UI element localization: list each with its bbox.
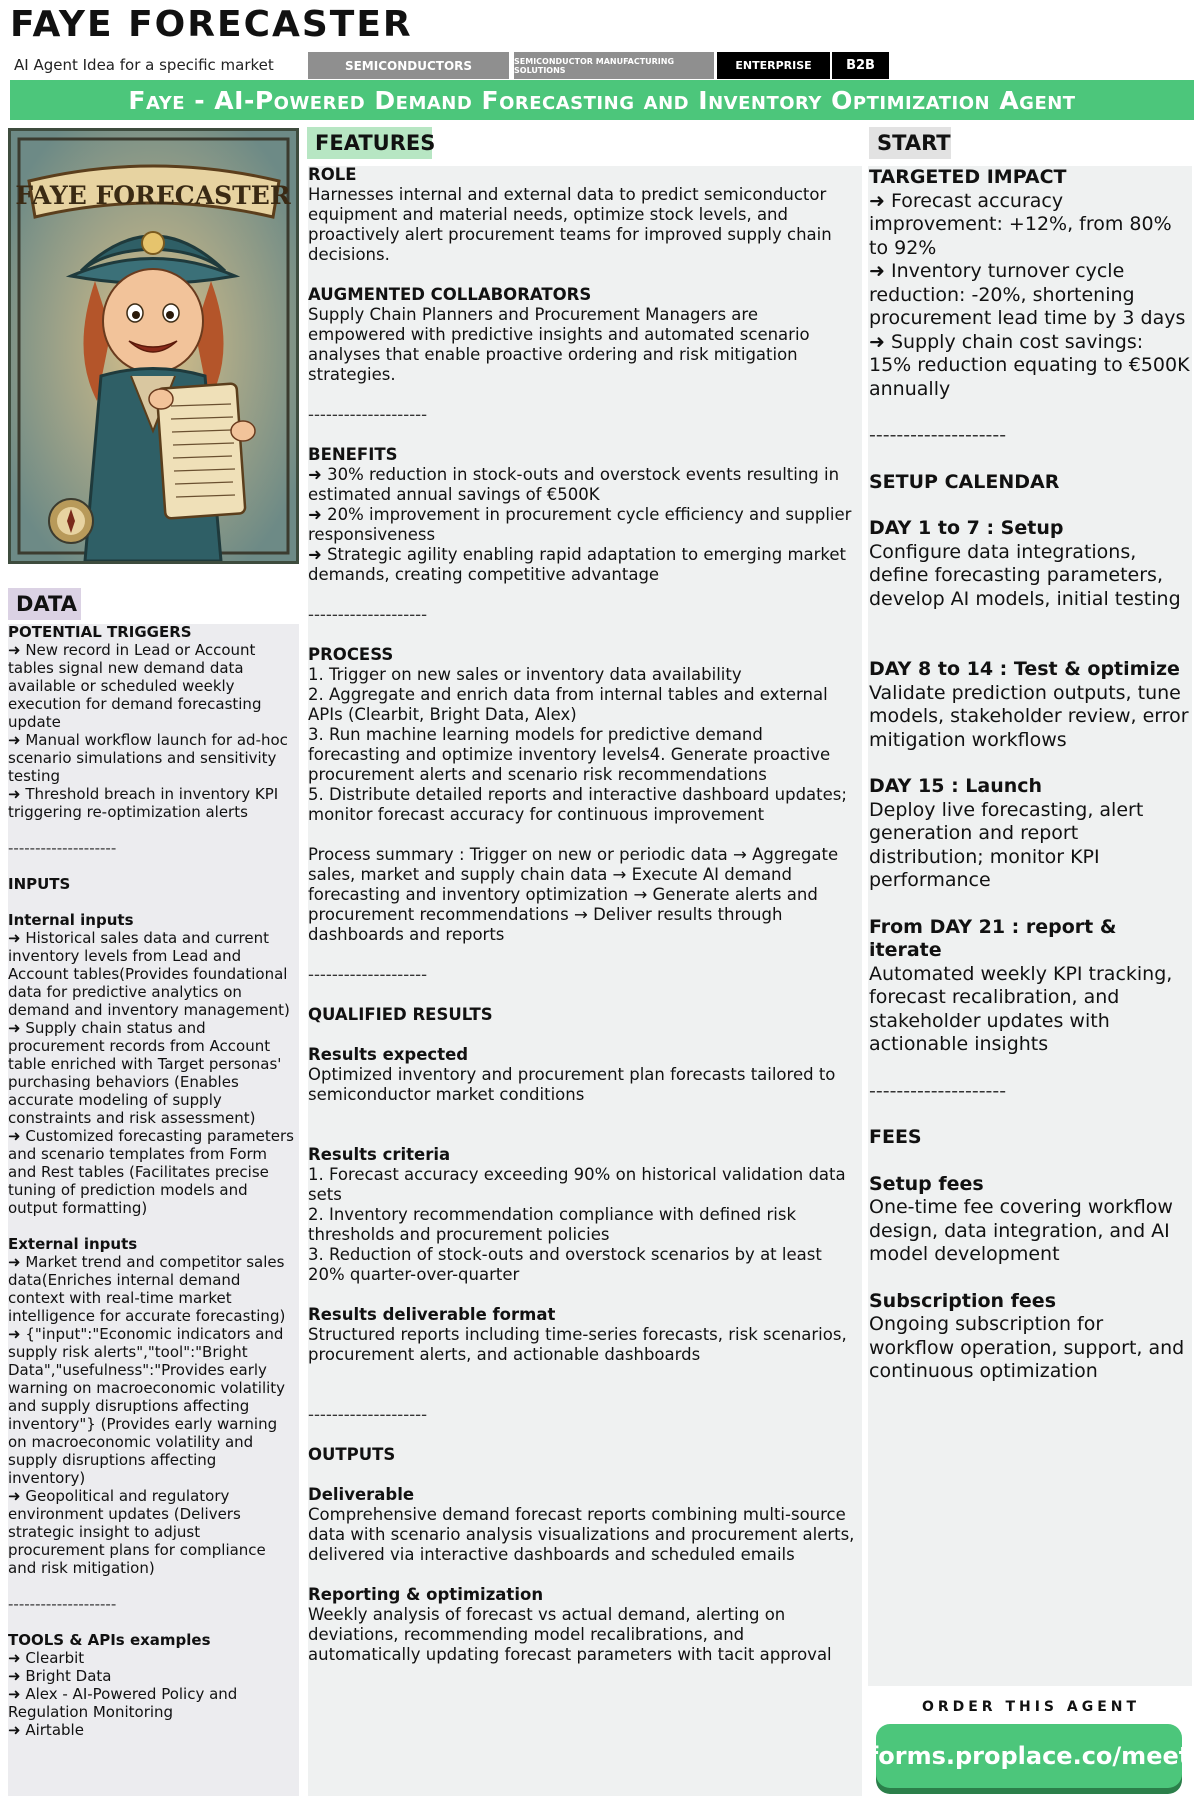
process-step: 3. Run machine learning models for predictive demand forecasting and optimize inventory levels4. Generate proactive procurement alerts and scenario risk recommendations: [308, 725, 831, 784]
subscription-fees-text: Ongoing subscription for workflow operation, support, and continuous optimization: [869, 1313, 1185, 1382]
reporting-heading: Reporting & optimization: [308, 1585, 544, 1604]
subscription-fees-heading: Subscription fees: [869, 1289, 1057, 1312]
external-input-item: ➜ {"input":"Economic indicators and supply risk alerts","tool":"Bright Data","usefulness":"Provides early warning on macroeconomic volatility and supply disruptions affecting inventory"} (Provides early warning on macroeconomic volatility and supply disruptions affecting inventory): [8, 1325, 286, 1487]
separator: --------------------: [8, 1595, 117, 1613]
tag-market: SEMICONDUCTORS: [308, 52, 509, 79]
trigger-item: ➜ New record in Lead or Account tables signal new demand data available or scheduled weekly execution for demand forecasting update: [8, 641, 262, 731]
benefit-item: ➜ Strategic agility enabling rapid adaptation to emerging market demands, creating competitive advantage: [308, 545, 846, 584]
process-summary: Process summary : Trigger on new or periodic data → Aggregate sales, market and supply chain data → Execute AI demand forecasting and inventory optimization → Generate alerts and procurement recommendations → Deliver results through dashboards and reports: [308, 845, 839, 944]
fees-heading: FEES: [869, 1126, 922, 1148]
day1-heading: DAY 1 to 7 : Setup: [869, 517, 1064, 539]
external-input-item: ➜ Geopolitical and regulatory environment updates (Delivers strategic insight to adjust procurement plans for compliance and risk mitigation): [8, 1487, 266, 1577]
tag-model: B2B: [832, 52, 889, 79]
outputs-heading: OUTPUTS: [308, 1445, 396, 1464]
benefit-item: ➜ 20% improvement in procurement cycle efficiency and supplier responsiveness: [308, 505, 852, 544]
agent-illustration: [8, 128, 299, 564]
setup-fees-text: One-time fee covering workflow design, data integration, and AI model development: [869, 1196, 1173, 1265]
results-expected-text: Optimized inventory and procurement plan forecasts tailored to semiconductor market conditions: [308, 1065, 836, 1104]
day8-heading: DAY 8 to 14 : Test & optimize: [869, 658, 1180, 680]
process-step: 5. Distribute detailed reports and interactive dashboard updates; monitor forecast accuracy for continuous improvement: [308, 785, 847, 824]
separator: --------------------: [308, 1405, 428, 1424]
criteria-item: 3. Reduction of stock-outs and overstock scenarios by at least 20% quarter-over-quarter: [308, 1245, 822, 1284]
tag-segment: SEMICONDUCTOR MANUFACTURING SOLUTIONS: [514, 52, 714, 79]
separator: --------------------: [869, 424, 1007, 446]
tool-item: ➜ Clearbit: [8, 1649, 85, 1667]
agent-banner: Faye - AI-Powered Demand Forecasting and Inventory Optimization Agent: [10, 80, 1194, 120]
inputs-heading: INPUTS: [8, 875, 71, 893]
internal-input-item: ➜ Historical sales data and current inventory levels from Lead and Account tables(Provides foundational data for predictive analytics on demand and inventory management): [8, 929, 290, 1019]
process-step: 1. Trigger on new sales or inventory data availability: [308, 665, 742, 684]
trigger-item: ➜ Manual workflow launch for ad-hoc scenario simulations and sensitivity testing: [8, 731, 288, 785]
impact-item: ➜ Forecast accuracy improvement: +12%, from 80% to 92%: [869, 189, 1172, 259]
separator: --------------------: [308, 965, 428, 984]
separator: --------------------: [8, 839, 117, 857]
deliverable-format-text: Structured reports including time-series forecasts, risk scenarios, procurement alerts, and actionable dashboards: [308, 1325, 847, 1364]
features-section-header: FEATURES: [307, 127, 432, 159]
subtitle: AI Agent Idea for a specific market: [14, 56, 274, 74]
internal-inputs-heading: Internal inputs: [8, 911, 134, 929]
separator: --------------------: [869, 1079, 1007, 1102]
subtitle-bar: [10, 52, 1194, 78]
deliverable-format-heading: Results deliverable format: [308, 1305, 556, 1324]
reporting-text: Weekly analysis of forecast vs actual demand, alerting on deviations, recommending model recalibrations, and automatically updating forecast parameters with tacit approval: [308, 1605, 832, 1664]
tool-item: ➜ Bright Data: [8, 1667, 112, 1685]
process-step: 2. Aggregate and enrich data from internal tables and external APIs (Clearbit, Bright Data, Alex): [308, 685, 828, 724]
day21-heading: From DAY 21 : report & iterate: [869, 915, 1117, 961]
day15-heading: DAY 15 : Launch: [869, 775, 1043, 797]
order-label: ORDER THIS AGENT: [921, 1699, 1141, 1715]
impact-item: ➜ Supply chain cost savings: 15% reduction equating to €500K annually: [869, 330, 1190, 400]
day8-text: Validate prediction outputs, tune models, stakeholder review, error mitigation workflows: [869, 681, 1189, 751]
separator: --------------------: [308, 405, 428, 424]
tool-item: ➜ Alex - AI-Powered Policy and Regulation Monitoring: [8, 1685, 238, 1721]
criteria-item: 1. Forecast accuracy exceeding 90% on historical validation data sets: [308, 1165, 846, 1204]
data-column: [8, 623, 298, 1739]
start-column: [869, 166, 1191, 1384]
trigger-item: ➜ Threshold breach in inventory KPI triggering re-optimization alerts: [8, 785, 279, 821]
qualified-results-heading: QUALIFIED RESULTS: [308, 1005, 493, 1024]
process-heading: PROCESS: [308, 645, 394, 664]
triggers-heading: POTENTIAL TRIGGERS: [8, 623, 192, 641]
tools-heading: TOOLS & APIs examples: [8, 1631, 211, 1649]
setup-fees-heading: Setup fees: [869, 1172, 984, 1195]
internal-input-item: ➜ Customized forecasting parameters and scenario templates from Form and Rest tables (Facilitates precise tuning of prediction models and output formatting): [8, 1127, 294, 1217]
tool-item: ➜ Airtable: [8, 1721, 84, 1739]
tag-size: ENTERPRISE: [717, 52, 830, 79]
day1-text: Configure data integrations, define forecasting parameters, develop AI models, initial testing: [869, 540, 1181, 610]
collaborators-text: Supply Chain Planners and Procurement Managers are empowered with predictive insights and automated scenario analyses that enable proactive ordering and risk mitigation strategies.: [308, 305, 810, 384]
collaborators-heading: AUGMENTED COLLABORATORS: [308, 285, 592, 304]
external-inputs-heading: External inputs: [8, 1235, 138, 1253]
external-input-item: ➜ Market trend and competitor sales data(Enriches internal demand context with real-time market intelligence for accurate forecasting): [8, 1253, 286, 1325]
targeted-impact-heading: TARGETED IMPACT: [869, 166, 1067, 188]
page-title: FAYE FORECASTER: [10, 4, 413, 45]
deliverable-heading: Deliverable: [308, 1485, 415, 1504]
day21-text: Automated weekly KPI tracking, forecast recalibration, and stakeholder updates with actionable insights: [869, 962, 1173, 1055]
benefit-item: ➜ 30% reduction in stock-outs and overstock events resulting in estimated annual savings of €500K: [308, 465, 840, 504]
features-column: [308, 165, 860, 1665]
day15-text: Deploy live forecasting, alert generation and report distribution; monitor KPI performance: [869, 798, 1144, 891]
role-text: Harnesses internal and external data to predict semiconductor equipment and material needs, optimize stock levels, and proactively alert procurement teams for improved supply chain decisions.: [308, 185, 832, 264]
order-agent-button[interactable]: forms.proplace.co/meet: [876, 1724, 1182, 1788]
impact-item: ➜ Inventory turnover cycle reduction: -20%, shortening procurement lead time by 3 days: [869, 260, 1186, 329]
internal-input-item: ➜ Supply chain status and procurement records from Account table enriched with Target personas' purchasing behaviors (Enables accurate modeling of supply constraints and risk assessment): [8, 1019, 282, 1127]
results-expected-heading: Results expected: [308, 1045, 469, 1064]
start-section-header: START: [869, 127, 951, 159]
benefits-heading: BENEFITS: [308, 445, 398, 464]
role-heading: ROLE: [308, 165, 357, 184]
criteria-item: 2. Inventory recommendation compliance with defined risk thresholds and procurement policies: [308, 1205, 797, 1244]
poster-banner-text: FAYE FORECASTER: [15, 181, 291, 210]
data-section-header: DATA: [8, 588, 81, 620]
separator: --------------------: [308, 605, 428, 624]
deliverable-text: Comprehensive demand forecast reports combining multi-source data with scenario analysis visualizations and procurement alerts, delivered via interactive dashboards and scheduled emails: [308, 1505, 855, 1564]
pirate-illustration-svg: [11, 131, 296, 561]
results-criteria-heading: Results criteria: [308, 1145, 451, 1164]
setup-calendar-heading: SETUP CALENDAR: [869, 470, 1060, 493]
